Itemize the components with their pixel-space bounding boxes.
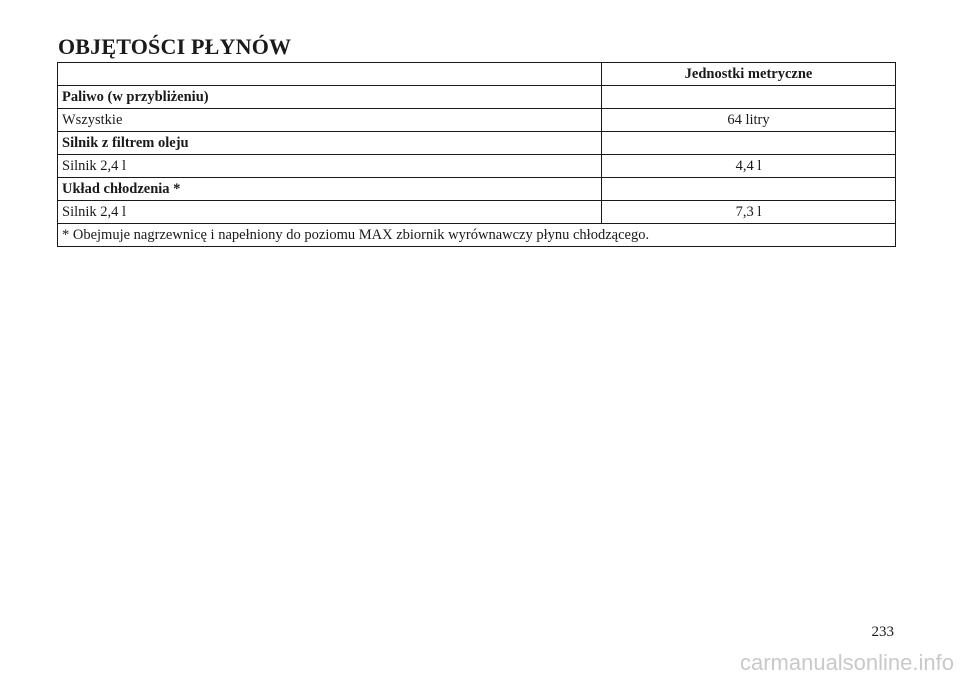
- row-label: Silnik z filtrem oleju: [58, 132, 602, 155]
- header-label-cell: [58, 63, 602, 86]
- row-value: [602, 178, 896, 201]
- row-value: 4,4 l: [602, 155, 896, 178]
- table-row-section-fuel: [58, 86, 896, 109]
- row-label: Paliwo (w przybliżeniu): [58, 86, 602, 109]
- footnote-text: * Obejmuje nagrzewnicę i napełniony do poziomu MAX zbiornik wyrównawczy płynu chłodzącego.: [58, 224, 896, 247]
- page-title: OBJĘTOŚCI PŁYNÓW: [58, 34, 292, 59]
- row-label: Silnik 2,4 l: [58, 201, 602, 224]
- table-footnote-row: [58, 224, 896, 247]
- table-header-row: [58, 63, 896, 86]
- row-value: 64 litry: [602, 109, 896, 132]
- header-metric-units-cell: Jednostki metryczne: [602, 63, 896, 86]
- row-label: Wszystkie: [58, 109, 602, 132]
- row-value: [602, 86, 896, 109]
- row-label: Silnik 2,4 l: [58, 155, 602, 178]
- table-row-section-engine-oil: [58, 132, 896, 155]
- table-row-engine-oil-2-4: [58, 155, 896, 178]
- row-label: Układ chłodzenia *: [58, 178, 602, 201]
- row-value: [602, 132, 896, 155]
- watermark-text: carmanualsonline.info: [739, 650, 954, 675]
- table-row-section-cooling: [58, 178, 896, 201]
- table-row-fuel-all: [58, 109, 896, 132]
- fluid-capacities-table: [57, 62, 896, 247]
- table-row-cooling-2-4: [58, 201, 896, 224]
- page-number: 233: [871, 624, 894, 640]
- row-value: 7,3 l: [602, 201, 896, 224]
